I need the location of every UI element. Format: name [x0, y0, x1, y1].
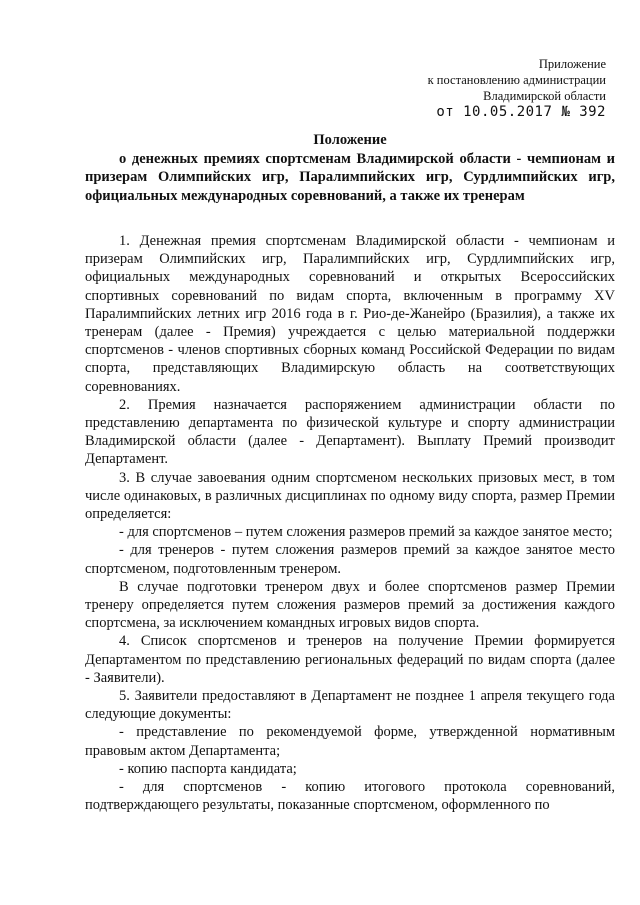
- paragraph-1: 1. Денежная премия спортсменам Владимирской области - чемпионам и призерам Олимпийских игр, Паралимпийских игр, Сурдлимпийских игр, официальных международных соревнований и открытых Всероссийских спортивных соревнований по видам спорта, включенным в программу XV Паралимпийских летних игр 2016 года в г. Рио-де-Жанейро (Бразилия), а также их тренерам (далее - Премия) учреждается с целью материальной поддержки спортсменов - членов спортивных сборных команд Российской Федерации по видам спорта, представляющих Владимирскую область на соответствующих соревнованиях.: [85, 233, 615, 395]
- appendix-date-number: от 10.05.2017 № 392: [436, 104, 606, 120]
- appendix-region: Владимирской области: [483, 89, 606, 103]
- appendix-block: [406, 56, 606, 120]
- paragraph-5-submission: - представление по рекомендуемой форме, утвержденной нормативным правовым актом Департамента;: [85, 724, 615, 759]
- paragraph-3-coaches: - для тренеров - путем сложения размеров премий за каждое занятое место спортсменом, подготовленным тренером.: [85, 542, 615, 577]
- paragraph-4: 4. Список спортсменов и тренеров на получение Премии формируется Департаментом по представлению региональных федераций по видам спорта (далее - Заявители).: [85, 633, 615, 686]
- paragraph-5: 5. Заявители предоставляют в Департамент не позднее 1 апреля текущего года следующие документы:: [85, 688, 615, 723]
- paragraph-3-athletes: - для спортсменов – путем сложения размеров премий за каждое занятое место;: [119, 524, 613, 541]
- paragraph-3: 3. В случае завоевания одним спортсменом нескольких призовых мест, в том числе одинаковых, в различных дисциплинах по одному виду спорта, размер Премии определяется:: [85, 469, 615, 523]
- paragraph-5-protocol: - для спортсменов - копию итогового протокола соревнований, подтверждающего результаты, показанные спортсменом, оформленного по: [85, 779, 615, 814]
- document-title: [85, 131, 615, 205]
- appendix-label: Приложение: [538, 57, 606, 71]
- title-heading: Положение: [313, 132, 387, 148]
- title-subtitle: о денежных премиях спортсменам Владимирской области - чемпионам и призерам Олимпийских игр, Паралимпийских игр, Сурдлимпийских игр, официальных международных соревнований, а также их тренерам: [85, 150, 615, 204]
- paragraph-5-passport: - копию паспорта кандидата;: [119, 760, 297, 777]
- paragraph-3-multiple: В случае подготовки тренером двух и более спортсменов размер Премии тренеру определяется путем сложения размеров премий за достижения каждого спортсмена, за исключением командных игровых видов спорта.: [85, 578, 615, 632]
- document-body: [85, 232, 615, 815]
- appendix-decree-ref: к постановлению администрации: [427, 73, 606, 87]
- paragraph-2: 2. Премия назначается распоряжением администрации области по представлению департамента по физической культуре и спорту администрации Владимирской области (далее - Департамент). Выплату Премий производит Департамент.: [85, 396, 615, 468]
